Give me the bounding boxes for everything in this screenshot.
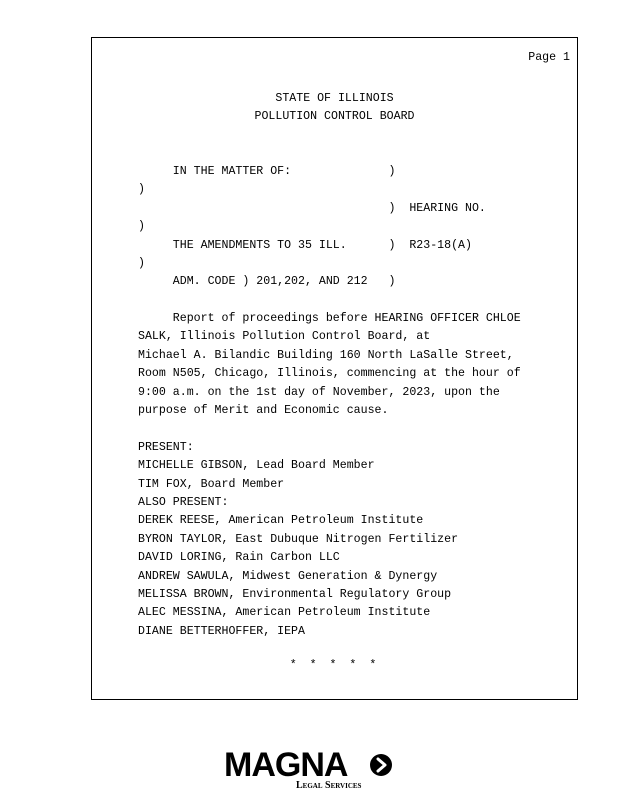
report-line: Room N505, Chicago, Illinois, commencing at the hour of [138,367,521,380]
report-line: SALK, Illinois Pollution Control Board, at [138,330,431,343]
report-line: 9:00 a.m. on the 1st day of November, 2023, upon the [138,386,500,399]
present-line: DIANE BETTERHOFFER, IEPA [138,625,305,638]
magna-logo [224,746,394,794]
caption-line: IN THE MATTER OF: ) [138,165,396,178]
header-board: POLLUTION CONTROL BOARD [254,110,415,123]
present-line: BYRON TAYLOR, East Dubuque Nitrogen Fertilizer [138,533,459,546]
caption-line: ) HEARING NO. [138,202,486,215]
present-line: MELISSA BROWN, Environmental Regulatory Group [138,588,452,601]
logo-wordmark: MAGNA [224,746,348,784]
caption-line: ADM. CODE ) 201,202, AND 212 ) [138,275,396,288]
present-line: DAVID LORING, Rain Carbon LLC [138,551,340,564]
present-line: DEREK REESE, American Petroleum Institute [138,514,424,527]
caption-line: ) [138,183,145,196]
present-line: TIM FOX, Board Member [138,478,285,491]
page-number: Page 1 [528,51,570,64]
report-line: Report of proceedings before HEARING OFFICER CHLOE [138,312,521,325]
chevron-right-circle-icon [369,753,393,777]
caption-line: ) [138,257,145,270]
report-line: purpose of Merit and Economic cause. [138,404,389,417]
report-line: Michael A. Bilandic Building 160 North LaSalle Street, [138,349,514,362]
caption-line: THE AMENDMENTS TO 35 ILL. ) R23-18(A) [138,239,472,252]
caption-line: ) [138,220,145,233]
transcript-page [91,37,578,700]
header-state: STATE OF ILLINOIS [275,92,394,105]
present-line: MICHELLE GIBSON, Lead Board Member [138,459,375,472]
present-line: ALSO PRESENT: [138,496,229,509]
present-line: PRESENT: [138,441,194,454]
separator-stars: * * * * * [289,659,380,672]
logo-subtext: Legal Services [296,780,362,791]
present-line: ALEC MESSINA, American Petroleum Institute [138,606,431,619]
present-line: ANDREW SAWULA, Midwest Generation & Dynergy [138,570,438,583]
